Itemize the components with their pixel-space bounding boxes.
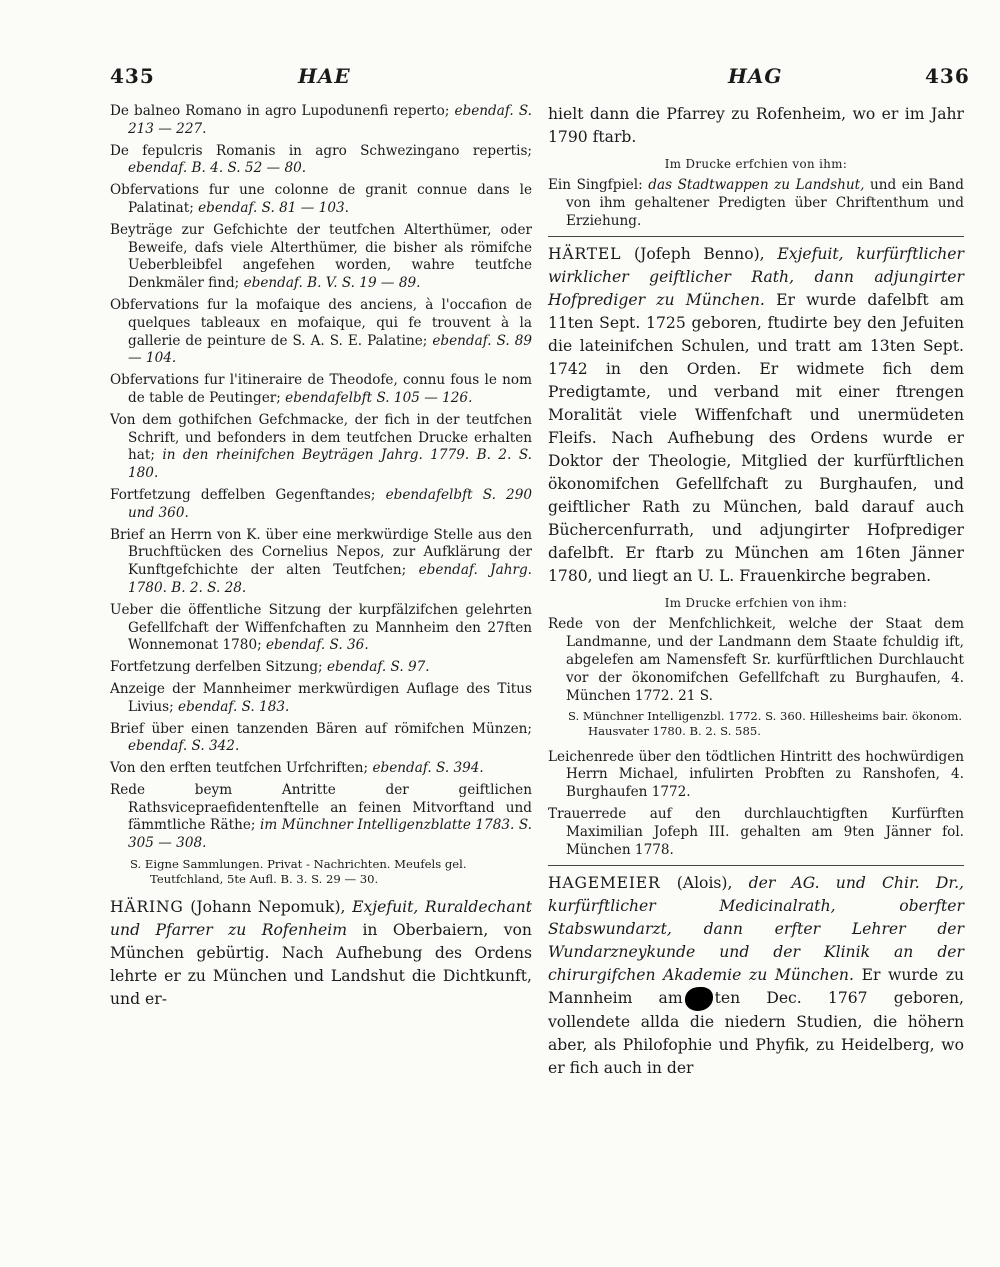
work-title: Anzeige der Mannheimer merkwürdigen Auflage des Titus Livius; [110,680,532,715]
hagemeier-title: der AG. und Chir. Dr., kurfürftlicher Medicinalrath, oberfter Stabswundarzt, dann erfter Lehrer der Wundarzneykunde und der Klinik an der chirurgifchen Akademie zu München. [548,874,964,985]
work-entry [110,659,532,677]
left-running-head: HAE [298,64,351,88]
work-source: ebendaf. B. 4. S. 52 — 80. [128,160,307,177]
work-entry [548,177,964,230]
haering-bio [110,896,532,1011]
work-entry [110,412,532,483]
divider [548,236,964,237]
work-title: Fortfetzung deffelben Gegenftandes; [110,486,376,503]
haertel-name: HÄRTEL [548,245,622,264]
work-entry [110,143,532,179]
work-source: im Münchner Intelligenzblatte 1783. S. 305 — 308. [128,817,532,852]
work-source: ebendaf. S. 213 — 227. [128,103,532,137]
work-entry [110,527,532,598]
left-page-number: 435 [110,64,155,88]
work-title: De fepulcris Romanis in agro Schwezingano repertis; [110,142,532,159]
work-title: Rede beym Antritte der geiftlichen Rathsvicepraefidentenftelle an feinen Mitvorftand und fämmtliche Räthe; [110,781,532,834]
work-source: ebendaf. Jahrg. 1780. B. 2. S. 28. [128,562,532,596]
haering-continued: hielt dann die Pfarrey zu Rofenheim, wo er im Jahr 1790 ftarb. [548,105,964,146]
work-title: Obfervations fur une colonne de granit connue dans le Palatinat; [110,182,532,216]
left-note: S. Eigne Sammlungen. Privat - Nachrichten. Meufels gel. Teutfchland, 5te Aufl. B. 3. S. 29 — 30. [130,857,467,886]
work-source: ebendaf. S. 81 — 103. [198,199,349,216]
work-source: ebendaf. S. 342. [128,738,240,755]
right-page-number: 436 [925,64,970,88]
work-source: ebendaf. S. 183. [178,698,290,715]
work-entry [110,182,532,218]
work-title: Ueber die öffentliche Sitzung der kurpfälzifchen gelehrten Gefellfchaft der Wiffenfchaften zu Mannheim den 27ften Wonnemonat 1780; [110,601,532,654]
work-source: ebendafelbft S. 290 und 360. [128,486,532,521]
work-italic-title: das Stadtwappen zu Landshut, [648,177,865,193]
work-source: ebendaf. S. 394. [372,760,484,777]
work-entry [110,782,532,853]
hagemeier-bio [548,872,964,1080]
divider [548,865,964,866]
haering-text: in Oberbaiern, von München gebürtig. Nach Aufhebung des Ordens lehrte er zu München und Landshut die Dichtkunft, und er- [110,921,532,1009]
work-entry [110,297,532,368]
work-entry [110,222,532,293]
left-works-list [110,103,532,853]
work-title: Beyträge zur Gefchichte der teutfchen Alterthümer, oder Beweife, dafs viele Alterthümer, die bisher als römifche Ueberbleibfel angefehen worden, wahre teutfche Denkmäler find; [110,221,532,292]
work-entry [110,103,532,139]
haertel-text: Er wurde dafelbft am 11ten Sept. 1725 geboren, ftudirte bey den Jefuiten die lateinifchen Schulen, und tratt am 13ten Sept. 1742 in den Orden. Er widmete fich dem Predigtamte, und verband mit einer ftrengen Moralität viele Wiffenfchaft und unermüdeten Fleifs. Nach Aufhebung des Ordens wurde er Doktor der Theologie, Mitglied der kurfürftlichen ökonomifchen Gefellfchaft zu Burghaufen, und geiftlicher Rath zu München, bald darauf auch Büchercenfurrath, und adjungirter Hofprediger dafelbft. Er ftarb zu München am 16ten Jänner 1780, und liegt an U. L. Frauenkirche begraben. [548,291,964,586]
haering-title: Exjefuit, Ruraldechant und Pfarrer zu Rofenheim [110,898,532,940]
work-source: ebendaf. B. V. S. 19 — 89. [243,275,421,292]
work-rest: und ein Band von ihm gehaltener Predigten über Chriftenthum und Erziehung. [566,177,964,229]
work-entry [110,487,532,523]
haering-name: HÄRING [110,898,184,917]
haering-given: (Johann Nepomuk), [190,898,346,917]
work-entry: Trauerrede auf den durchlauchtigften Kurfürften Maximilian Jofeph III. gehalten am 9ten Jänner fol. München 1778. [548,805,964,858]
work-source: ebendaf. S. 89 — 104. [128,332,532,367]
work-title: Obfervations fur la mofaique des anciens, à l'occafion de quelques tableaux en mofaique, qui fe trouvent à la gallerie de peinture de S. A. S. E. Palatine; [110,296,532,349]
work-entry [110,760,532,778]
work-title: De balneo Romano in agro Lupodunenfi reperto; [110,103,450,119]
work-title: Brief über einen tanzenden Bären auf römifchen Münzen; [110,720,532,737]
work-entry [110,721,532,757]
haertel-works-list [548,616,964,859]
printed-heading-1: Im Drucke erfchien von ihm: [664,157,848,171]
work-entry: Rede von der Menfchlichkeit, welche der Staat dem Landmanne, und der Landmann dem Staate fchuldig ift, abgelefen am Namensfeft Sr. kurfürftlichen Durchlaucht vor der ökonomifchen Gefellfchaft zu Burghaufen, 4. München 1772. 21 S. [548,616,964,704]
work-title: Brief an Herrn von K. über eine merkwürdige Stelle aus den Bruchftücken des Cornelius Nepos, zur Aufklärung der Kunftgefchichte der alten Teutfchen; [110,526,532,579]
work-text: Ein Singfpiel: [548,177,643,193]
haertel-bio [548,243,964,588]
hagemeier-given: (Alois), [676,874,733,893]
work-entry [110,602,532,655]
ink-blot [685,987,713,1011]
hagemeier-text-after: ten Dec. 1767 geboren, vollendete allda die niedern Studien, die höhern aber, als Philofophie und Phyfik, zu Heidelberg, wo er fich auch in der [548,989,965,1078]
work-title: Fortfetzung derfelben Sitzung; [110,659,323,676]
work-entry [110,372,532,408]
work-title: Von den erften teutfchen Urfchriften; [110,760,369,777]
haertel-note: S. Münchner Intelligenzbl. 1772. S. 360. Hillesheims bair. ökonom. Hausvater 1780. B. 2. S. 585. [568,709,963,738]
work-title: Obfervations fur l'itineraire de Theodofe, connu fous le nom de table de Peutinger; [110,372,532,406]
hagemeier-text-before: Er wurde zu Mannheim am [548,966,964,1008]
left-column [110,103,532,1017]
haering-works-list [548,177,964,230]
work-source: ebendafelbft S. 105 — 126. [285,389,473,406]
work-source: in den rheinifchen Beyträgen Jahrg. 1779. B. 2. S. 180. [128,447,532,482]
right-column [548,103,964,1086]
work-source: ebendaf. S. 36. [266,637,369,654]
work-title: Von dem gothifchen Gefchmacke, der fich in der teutfchen Schrift, und befonders in dem teutfchen Drucke erhalten hat; [110,411,532,464]
haertel-title: Exjefuit, kurfürftlicher wirklicher geiftlicher Rath, dann adjungirter Hofprediger zu München. [548,245,964,310]
page-header [0,64,1000,94]
hagemeier-name: HAGEMEIER [548,874,661,893]
right-running-head: HAG [728,64,783,88]
work-entry: Leichenrede über den tödtlichen Hintritt des hochwürdigen Herrn Michael, infulirten Probften zu Ranshofen, 4. Burghaufen 1772. [548,748,964,801]
work-entry [110,681,532,717]
printed-heading-2: Im Drucke erfchien von ihm: [664,596,848,611]
work-source: ebendaf. S. 97. [326,659,430,676]
haertel-given: (Jofeph Benno), [633,245,765,264]
